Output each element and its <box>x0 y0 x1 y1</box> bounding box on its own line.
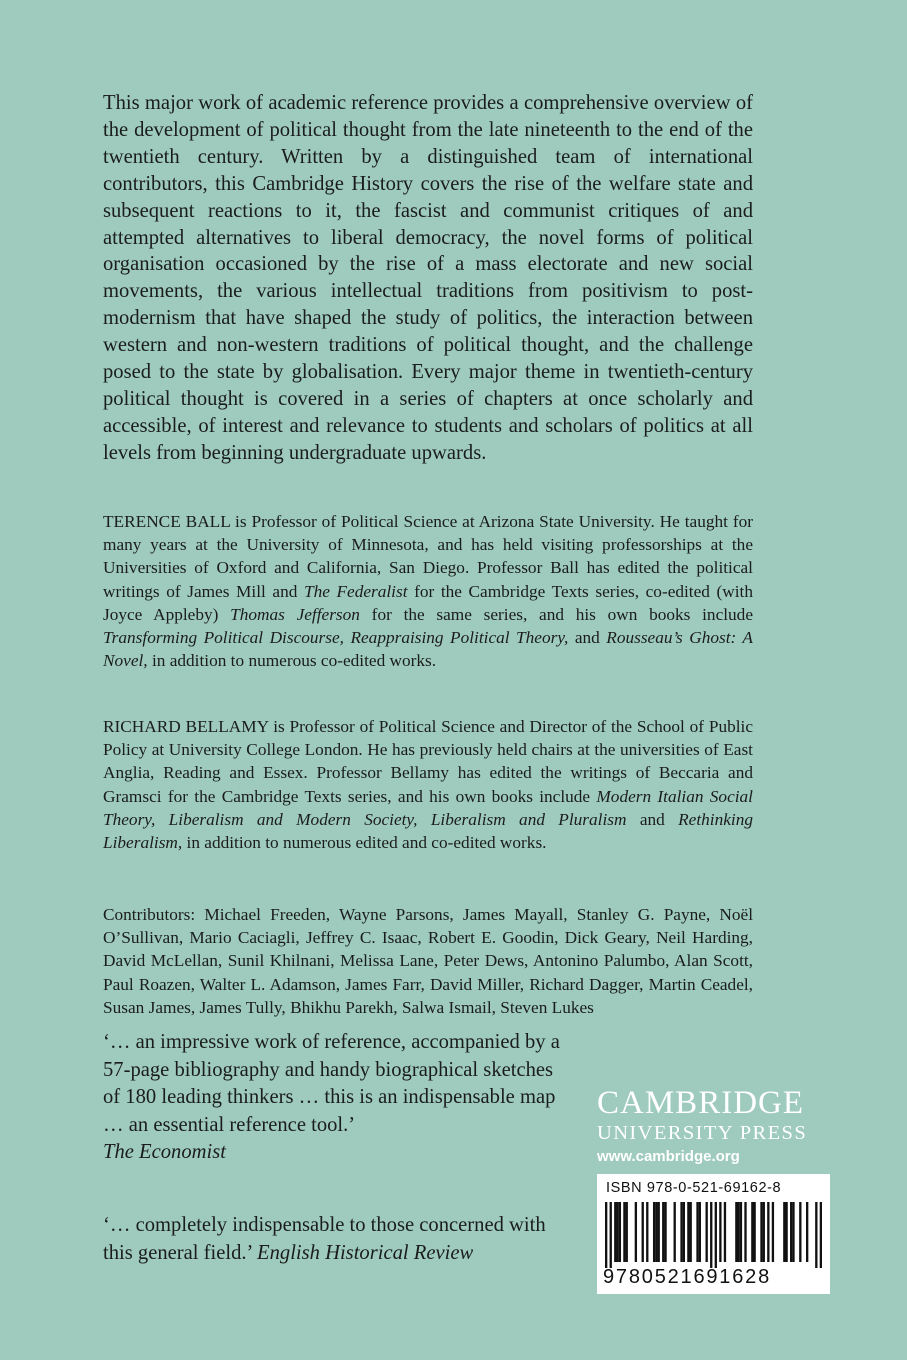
barcode-bar <box>646 1202 648 1262</box>
barcode-bar <box>815 1202 817 1268</box>
barcode-bar <box>740 1202 742 1262</box>
barcode-bar <box>751 1202 753 1262</box>
bio-text: TERENCE BALL is Professor of Political Science at Arizona State University. He taught for many years at the University of Minnesota, and has held visiting professorships at the Universities of Oxford and California, San Diego. Professor Ball has edited the political writings of James Mill and <box>103 512 753 601</box>
barcode-bar <box>664 1202 666 1262</box>
publisher-name: CAMBRIDGE <box>597 1085 805 1121</box>
barcode-bar <box>737 1202 739 1262</box>
barcode-bar <box>772 1202 774 1262</box>
barcode-bar <box>642 1202 644 1262</box>
barcode-bar <box>724 1202 726 1262</box>
barcode-bar <box>767 1202 769 1262</box>
barcode-digits: 9780521691628 <box>603 1266 771 1288</box>
publisher-logo <box>597 1085 827 1167</box>
barcode-bar <box>653 1202 655 1262</box>
barcode-bar <box>610 1202 612 1268</box>
barcode-bar <box>674 1202 676 1262</box>
barcode-bar <box>715 1202 717 1268</box>
barcode-bar <box>619 1202 621 1262</box>
publisher-subtitle: UNIVERSITY PRESS <box>597 1122 808 1144</box>
barcode-bar <box>699 1202 701 1262</box>
review-quote-economist <box>103 1029 573 1167</box>
barcode-bar <box>623 1202 625 1262</box>
barcode-bar <box>614 1202 616 1262</box>
barcode-bar <box>735 1202 737 1262</box>
barcode-bar <box>710 1202 712 1268</box>
barcode-bar <box>690 1202 692 1262</box>
bio-title: Rousseau’s Ghost: A Novel, <box>103 628 753 671</box>
barcode-bars-icon <box>605 1202 822 1268</box>
quote-source: The Economist <box>103 1141 226 1163</box>
barcode-bar <box>760 1202 762 1262</box>
barcode-bar <box>763 1202 765 1262</box>
isbn-barcode <box>597 1174 830 1294</box>
bio-title: Rethinking Liberalism, <box>103 809 753 853</box>
bio-text: RICHARD BELLAMY is Professor of Political Science and Director of the School of Public Policy at University College London. He has previously held chairs at the universities of East Anglia, Reading and Essex. Professor Bellamy has edited the writings of Beccaria and Gramsci for the Cambridge Texts series, and his own books include <box>103 717 753 806</box>
barcode-bar <box>626 1202 628 1262</box>
barcode-bar <box>605 1202 607 1268</box>
barcode-bar <box>616 1202 618 1262</box>
description-paragraph: This major work of academic reference provides a comprehensive overview of the development of political thought from the late nineteenth to the end of the twentieth century. Written by a distinguished team of international contributors, this Cambridge History covers the rise of the welfare state and subsequent reactions to it, the fascist and communist critiques of and attempted alternatives to liberal democracy, the novel forms of political organisation occasioned by the rise of a mass electorate and new social movements, the various intellectual traditions from positivism to post-modernism that have shaped the study of politics, the interaction between western and non-western traditions of political thought, and the challenge posed to the state by globalisation. Every major theme in twentieth-century political thought is covered in a series of chapters at once scholarly and accessible, of interest and relevance to students and scholars of politics at all levels from beginning undergraduate upwards. <box>103 92 753 464</box>
author-bio-bellamy <box>103 715 753 854</box>
publisher-url: www.cambridge.org <box>597 1148 740 1165</box>
barcode-bar <box>662 1202 664 1262</box>
author-bio-ball <box>103 510 753 672</box>
barcode-bar <box>680 1202 682 1262</box>
bio-text: and <box>626 809 679 829</box>
bio-text: for the Cambridge Texts series, co-edited (with Joyce Appleby) <box>103 581 753 624</box>
barcode-bar <box>683 1202 685 1262</box>
bio-text: for the same series, and his own books include <box>359 604 753 624</box>
quote-text: ‘… an impressive work of reference, accompanied by a 57-page bibliography and handy biographical sketches of 180 leading thinkers … this is an indispensable map … an essential reference tool.’ <box>103 1031 560 1136</box>
bio-title: Modern Italian Social Theory, Liberalism and Modern Society, Liberalism and Pluralism <box>103 786 753 829</box>
isbn-label: ISBN 978-0-521-69162-8 <box>606 1180 782 1196</box>
barcode-bar <box>719 1202 721 1262</box>
bio-text: in addition to numerous edited and co-edited works. <box>182 833 547 853</box>
barcode-bar <box>744 1202 746 1262</box>
barcode-bar <box>820 1202 822 1268</box>
barcode-bar <box>799 1202 801 1262</box>
barcode-bar <box>792 1202 794 1262</box>
barcode-bar <box>687 1202 689 1262</box>
barcode-bar <box>696 1202 698 1262</box>
barcode-bar <box>635 1202 637 1262</box>
barcode-bar <box>790 1202 792 1262</box>
bio-title: Transforming Political Discourse, Reappraising Political Theory, <box>103 628 569 648</box>
bio-text: in addition to numerous co-edited works. <box>147 651 437 671</box>
barcode-bar <box>655 1202 657 1262</box>
bio-title: Thomas Jefferson <box>230 604 360 624</box>
quote-source: English Historical Review <box>257 1241 474 1264</box>
quote-text: ‘… completely indispensable to those concerned with this general field.’ <box>103 1214 546 1264</box>
barcode-bar <box>785 1202 787 1262</box>
bio-text: and <box>568 628 607 648</box>
barcode-bar <box>783 1202 785 1262</box>
barcode-bar <box>753 1202 755 1262</box>
review-quote-ehr <box>103 1212 573 1267</box>
barcode-bar <box>658 1202 660 1262</box>
barcode-bar <box>706 1202 708 1262</box>
contributors-list: Contributors: Michael Freeden, Wayne Parsons, James Mayall, Stanley G. Payne, Noël O’Sullivan, Mario Caciagli, Jeffrey C. Isaac, Robert E. Goodin, Dick Geary, Neil Harding, David McLellan, Sunil Khilnani, Melissa Lane, Peter Dews, Antonino Palumbo, Alan Scott, Paul Roazen, Walter L. Adamson, James Farr, David Miller, Richard Dagger, Martin Ceadel, Susan James, James Tully, Bhikhu Parekh, Salwa Ismail, Steven Lukes <box>103 905 753 1017</box>
bio-title: The Federalist <box>303 581 408 601</box>
barcode-bar <box>806 1202 808 1262</box>
